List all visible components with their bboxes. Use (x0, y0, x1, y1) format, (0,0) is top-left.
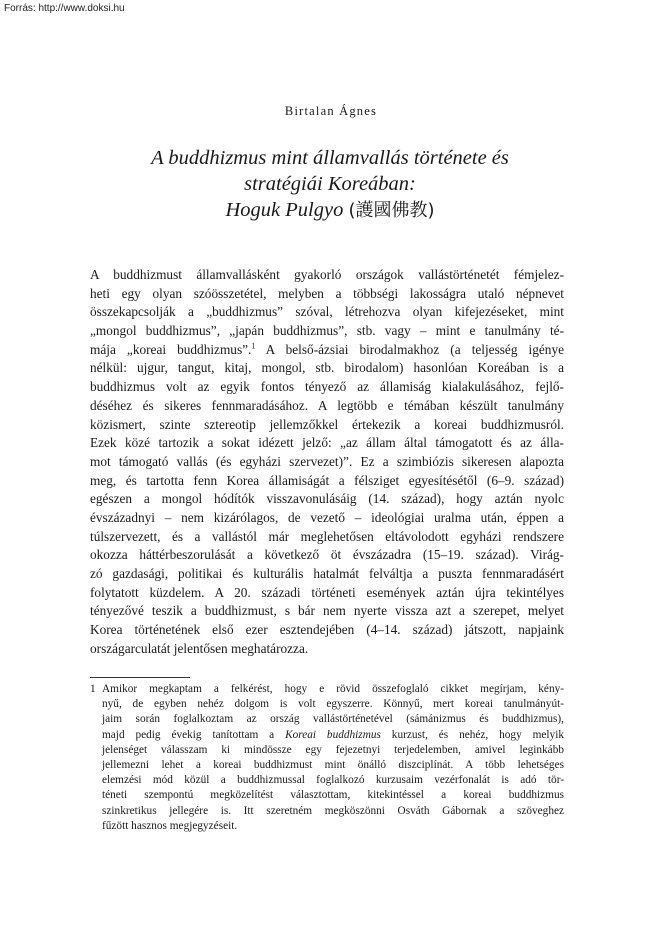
body-line (90, 341, 564, 360)
body-line: heti egy olyan szóösszetétel, melyben a többségi lakosságra utaló népnevet (90, 285, 564, 301)
title-line-3 (80, 197, 580, 224)
body-line: egészen a mongol hódítók visszavonulásáig (14. század), hogy aztán nyolc (90, 491, 564, 507)
footnote-line-part: kurzust, és nehéz, hogy melyik (380, 728, 564, 741)
footnote-ref[interactable]: 1 (251, 341, 256, 351)
footnote-line: Amikor megkaptam a felkérést, hogy e rövid összefoglaló cikket megírjam, kény- (102, 683, 564, 695)
body-line: közismert, szinte sztereotip jellemzőkkel értekezik a koreai buddhizmusról. (90, 416, 564, 432)
body-line-last: országarculatát jelentősen meghatározza. (90, 640, 309, 656)
body-line: Ezek közé tartozik a sokat idézett jelző: „az állam által támogatott és az álla- (90, 435, 564, 451)
footnote-line: jaim során foglalkoztam az ország vallástörténetével (sámánizmus és buddhizmus), (102, 713, 564, 726)
body-line: nélkül: ujgur, tangut, kitaj, mongol, stb. birodalom) hasonlóan Koreában is a (90, 360, 564, 376)
title-line-1: A buddhizmus mint államvallás története és (151, 147, 509, 169)
footnote-body (102, 682, 564, 834)
body-line-part: A belső-ázsiai birodalmakhoz (a teljesség igénye (255, 341, 564, 357)
footnote-line: szinkretikus jellegére is. Itt szeretném megköszönni Osváth Gábornak a szöveghez (102, 804, 564, 817)
footnote-line: jelenséget válasszam ki mindössze egy fejezetnyi terjedelemben, amivel leginkább (102, 743, 564, 756)
author-last-name: Ágnes (339, 104, 378, 118)
footnote-line (102, 728, 564, 743)
body-paragraph (90, 266, 564, 658)
footnote-line-part: majd pedig évekig tanítottam a (102, 728, 286, 741)
body-line-part: mája „koreai buddhizmus”. (90, 341, 252, 357)
body-line: folytatott küzdelem. A 20. századi történeti események aztán újra tekintélyes (90, 584, 564, 600)
body-line: buddhizmus volt az egyik fontos tényező az államiság kialakulásához, fejlő- (90, 379, 564, 395)
body-line: túlszervezett, és a vallástól már meglehetősen eltávolodott egyházi rendszere (90, 528, 564, 544)
body-line: A buddhizmust államvallásként gyakorló országok vallástörténetét fémjelez- (90, 267, 564, 282)
body-line: zó gazdasági, politikai és kulturális hatalmát felváltja a puszta fennmaradásért (90, 566, 564, 581)
body-line: déséhez és sikeres fennmaradásához. A legtöbb e témában készült tanulmány (90, 397, 564, 413)
title-romanized: Hoguk Pulgyo (225, 199, 349, 221)
course-title: Koreai buddhizmus (285, 728, 381, 741)
author-first-name: Birtalan (284, 104, 335, 118)
footnote-number: 1 (90, 683, 96, 695)
footnote (90, 682, 564, 834)
source-label: Forrás: http://www.doksi.hu (4, 3, 125, 14)
footnote-line: elemzési mód közül a buddhizmussal foglalkozó kurzusaim vezérfonalát is adó tör- (102, 774, 564, 787)
body-line: tényezővé teszik a buddhizmust, s bár nem nyerte vissza azt a szerepet, melyet (90, 603, 564, 619)
footnote-line: téneti szempontú megközelítést választottam, kitekintéssel a koreai buddhizmus (102, 789, 564, 802)
title-line-2: stratégiái Koreában: (244, 173, 416, 195)
page-title (80, 145, 580, 224)
footnote-line-last: fűzött hasznos megjegyzéseit. (102, 819, 238, 832)
body-line: összekapcsolják a „buddhizmus” szóval, létrehozva olyan kifejezéseket, mint (90, 304, 564, 320)
footnote-line: jellemezni lehet a koreai buddhizmust mint önálló diszciplínát. A több lehetséges (102, 758, 564, 771)
body-line: évszázadnyi – nem kizárólagos, de vezető – ideológiai uralma után, éppen a (90, 509, 564, 525)
body-line: „mongol buddhizmus”, „japán buddhizmus”, stb. vagy – mint e tanulmány té- (90, 323, 564, 339)
footnote-divider (90, 677, 190, 678)
footnote-line: nyű, de egyben nehéz dolgom is volt egyszerre. Könnyű, mert koreai tanulmányút- (102, 698, 564, 711)
body-line: Korea történetének első ezer esztendejében (4–14. század) játszott, napjaink (90, 622, 564, 638)
title-hanja: (護國佛教) (348, 200, 435, 221)
body-line: mot támogató vallás (és egyházi szervezet)”. Ez a szimbiózis sikeresen alapozta (90, 453, 564, 469)
body-line: meg, és tartotta fenn Korea államiságát a félsziget egyesítésétől (6–9. század) (90, 472, 564, 488)
author-name (0, 104, 662, 119)
body-line: okozza háttérbeszorulását a következő öt évszázadra (15–19. század). Virág- (90, 547, 564, 563)
